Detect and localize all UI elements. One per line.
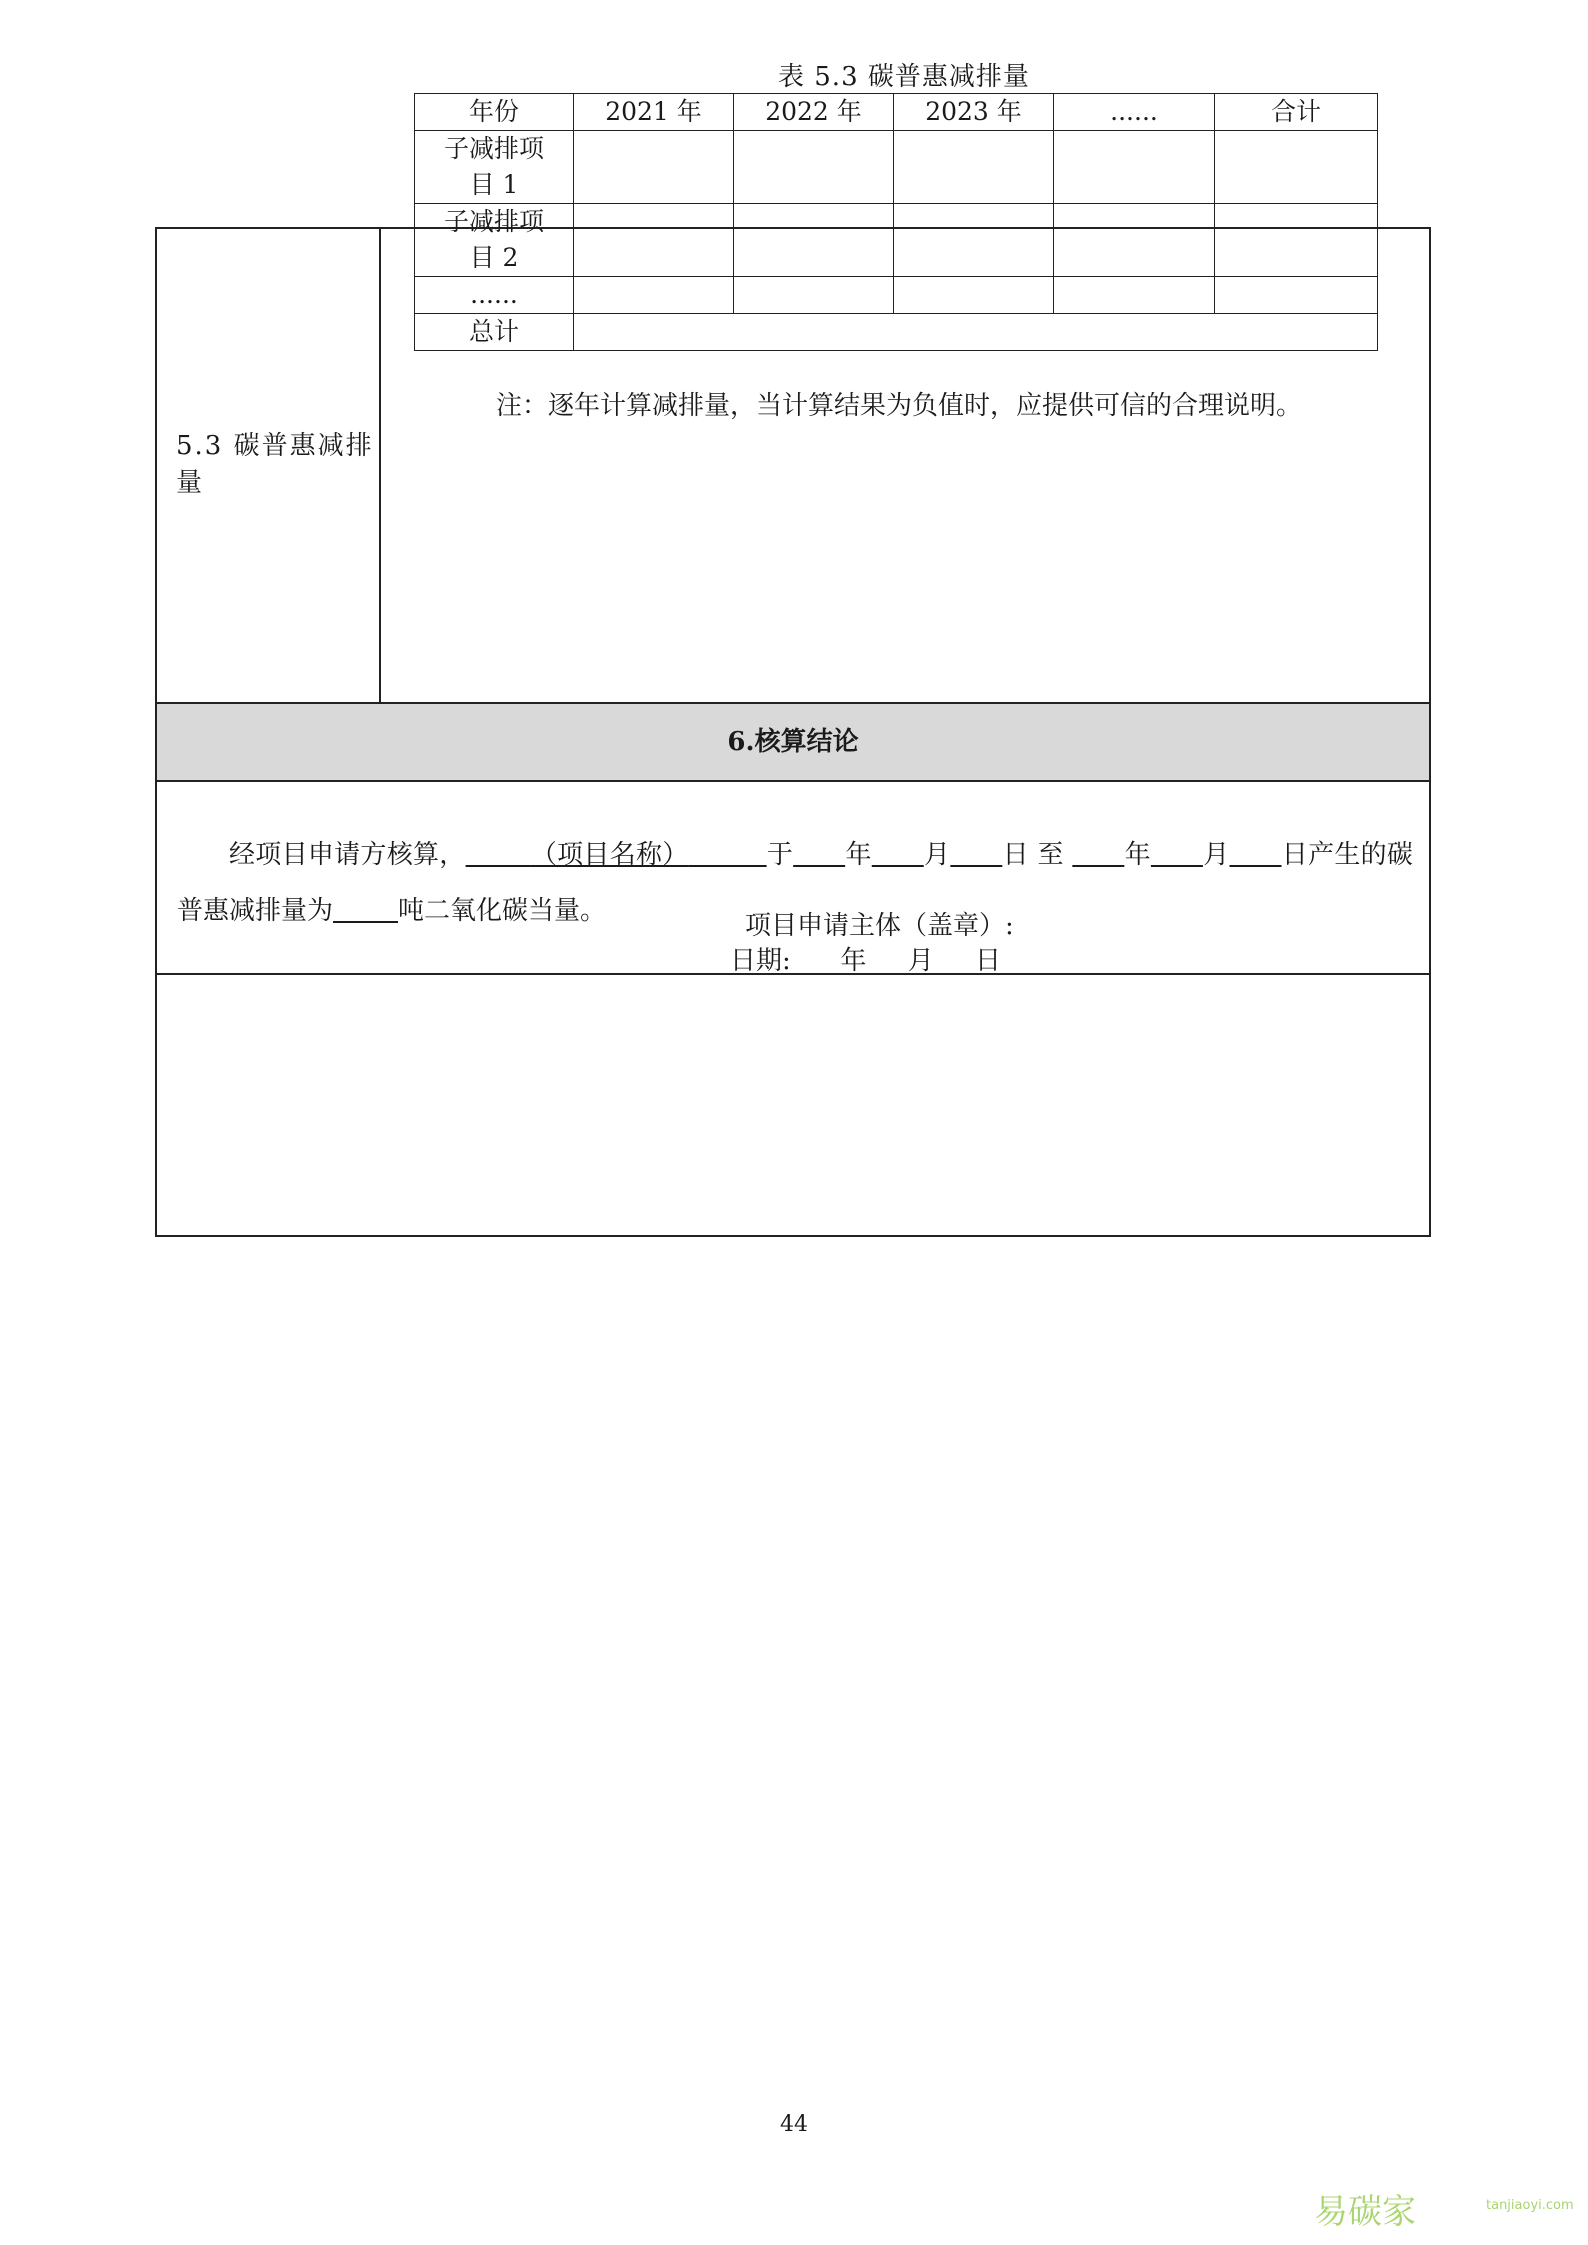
table-cell xyxy=(1215,277,1378,314)
header-cell-2023: 2023 年 xyxy=(894,94,1054,131)
row-label: 子减排项目 1 xyxy=(415,131,574,204)
header-cell-2021: 2021 年 xyxy=(574,94,734,131)
table-header-row xyxy=(415,94,1378,131)
table-cell xyxy=(1054,204,1215,277)
applicant-seal-label: 项目申请主体（盖章）: xyxy=(745,911,1014,941)
form-table xyxy=(155,227,1431,1237)
signature-date-line: 日期: 年 月 日 xyxy=(730,946,1002,976)
watermark-domain: tanjiaoyi.com xyxy=(1486,2198,1574,2213)
conclusion-middle: 产生的碳普惠减排量为 xyxy=(177,840,1413,926)
conclusion-text: 经项目申请方核算， （项目名称） 于 年 月 日 至 年 月 日产生的碳普惠减排量为 吨二氧化碳当量。 xyxy=(177,840,1413,926)
section-5-3-label-cell xyxy=(157,229,381,702)
table-cell xyxy=(734,204,894,277)
date-label: 日期: xyxy=(730,946,791,976)
table-cell xyxy=(574,131,734,204)
table-caption: 表 5.3 碳普惠减排量 xyxy=(778,62,1030,92)
table-cell xyxy=(734,131,894,204)
page-number: 44 xyxy=(780,2112,808,2137)
row-label: 子减排项目 2 xyxy=(415,204,574,277)
row-label: 总计 xyxy=(415,314,574,351)
section-6-header: 6.核算结论 xyxy=(157,704,1429,782)
table-cell xyxy=(574,204,734,277)
table-cell xyxy=(894,131,1054,204)
header-cell-year: 年份 xyxy=(415,94,574,131)
project-name-placeholder: （项目名称） xyxy=(530,840,689,870)
section-5-3-label: 5.3 碳普惠减排量 xyxy=(176,431,374,498)
row-label: ...... xyxy=(415,277,574,314)
table-cell xyxy=(1215,204,1378,277)
header-cell-ellipsis: ...... xyxy=(1054,94,1215,131)
table-row xyxy=(415,277,1378,314)
conclusion-tail: 吨二氧化碳当量。 xyxy=(398,896,607,926)
header-cell-2022: 2022 年 xyxy=(734,94,894,131)
header-cell-total: 合计 xyxy=(1215,94,1378,131)
table-cell xyxy=(1215,131,1378,204)
table-cell xyxy=(574,277,734,314)
table-cell xyxy=(734,277,894,314)
conclusion-lead: 经项目申请方核算， xyxy=(229,840,466,870)
reduction-table xyxy=(414,93,1378,351)
table-cell xyxy=(894,277,1054,314)
watermark-logo xyxy=(1314,2187,1574,2237)
table-row xyxy=(415,204,1378,277)
table-cell xyxy=(1054,277,1215,314)
total-merged-cell xyxy=(574,314,1378,351)
table-cell xyxy=(894,204,1054,277)
watermark-brand: 易碳家 xyxy=(1314,2192,1416,2232)
table-row xyxy=(415,131,1378,204)
table-cell xyxy=(1054,131,1215,204)
table-total-row xyxy=(415,314,1378,351)
table-note: 注：逐年计算减排量，当计算结果为负值时，应提供可信的合理说明。 xyxy=(496,391,1303,421)
